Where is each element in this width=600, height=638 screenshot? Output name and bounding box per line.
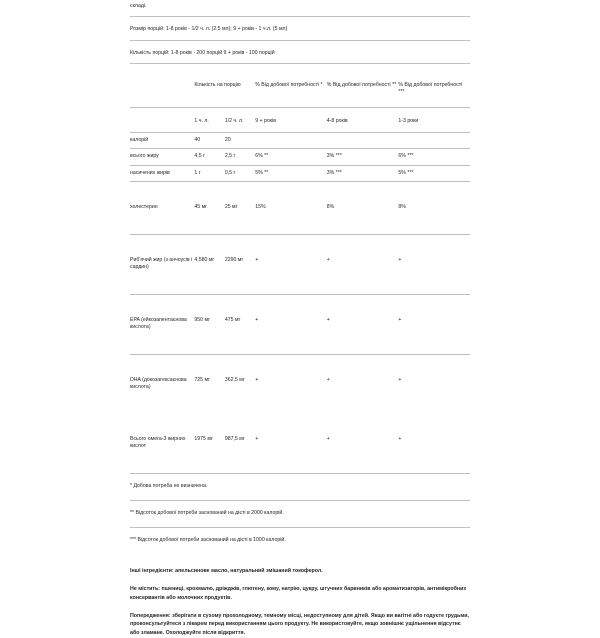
row-value-e: + bbox=[398, 414, 470, 474]
table-row bbox=[130, 414, 470, 474]
row-value-d: + bbox=[327, 414, 399, 474]
row-value-c: + bbox=[255, 376, 259, 383]
row-value-e: + bbox=[398, 376, 402, 383]
row-value-d: 3% *** bbox=[327, 149, 399, 166]
nutrition-table bbox=[130, 64, 470, 474]
row-value-b: 20 bbox=[225, 132, 255, 149]
subheader-age-9plus: 9 + років bbox=[255, 108, 327, 133]
subheader-age-4-8: 4-8 років bbox=[327, 108, 399, 133]
row-value-e bbox=[398, 132, 470, 149]
subheader-blank bbox=[130, 108, 194, 133]
free-from-text: Не містить: пшениці, крохмалю, дріжджів, глютену, кому, натрію, цукру, штучних барвників або ароматизаторів, антимікробних консервантів або молочних продуктів. bbox=[130, 586, 467, 601]
row-value-d: + bbox=[326, 376, 330, 383]
top-fragment-text: складі. bbox=[130, 0, 470, 17]
row-value-c: + bbox=[255, 234, 327, 294]
table-row bbox=[130, 234, 470, 294]
row-value-b: 362,5 мг bbox=[224, 376, 245, 383]
row-value-b: 0,5 г bbox=[225, 165, 255, 182]
header-daily-value-2: % Від добової потребності ** bbox=[327, 64, 399, 108]
servings-count-line: Кількість порцій: 1-8 років - 200 порцій 9 + років - 100 порцій bbox=[130, 49, 470, 64]
row-value-a: 40 bbox=[194, 132, 224, 149]
warnings-block bbox=[130, 567, 470, 637]
row-value-c bbox=[255, 132, 327, 149]
row-label: Всього омега-3 жирних кислот bbox=[130, 414, 194, 474]
row-value-e: 6% *** bbox=[398, 149, 470, 166]
table-row bbox=[130, 354, 470, 414]
footnote-2: ** Відсоток добової потреби заснований на дієті в 2000 калорій. bbox=[130, 501, 470, 528]
subheader-one-tsp: 1 ч. л. bbox=[194, 108, 224, 133]
table-row bbox=[130, 182, 470, 235]
header-daily-value-1: % Від добової потребності * bbox=[255, 64, 327, 108]
row-value-e: 5% *** bbox=[398, 165, 470, 182]
subheader-age-1-3: 1-3 роки bbox=[398, 108, 470, 133]
row-label: Риб'ячий жир (з анчоусів і сардин) bbox=[130, 234, 194, 294]
row-value-a: 4,5 г bbox=[194, 149, 224, 166]
row-value-a: 4,580 мг bbox=[194, 234, 224, 294]
header-blank bbox=[130, 64, 194, 108]
warning-text: Попередження: зберігати в сухому прохолодному, темному місці, недоступному для дітей. Якщо ви вагітні або годуєте грудьми, проконсультуйтеся з лікарем перед використанням цього продукту. Не використовуйте, якщо зовнішнє ущільнення відсутнє або зламане. Охолоджуйте після відкриття. bbox=[130, 612, 469, 636]
row-value-c: 5% ** bbox=[255, 165, 327, 182]
row-value-b: 475 мг bbox=[225, 294, 255, 354]
row-value-a: 1 г bbox=[194, 165, 224, 182]
row-value-a: 1975 мг bbox=[194, 414, 224, 474]
row-value-b: 25 мг bbox=[225, 182, 255, 235]
spacer bbox=[130, 17, 470, 25]
subheader-half-tsp: 1/2 ч. л. bbox=[225, 108, 255, 133]
nutrition-document bbox=[130, 0, 470, 638]
footnote-1: * Добова потреба не визначена. bbox=[130, 474, 470, 501]
row-label: DHA (докозагексаєнова кислота) bbox=[130, 376, 187, 391]
row-label: холестерин bbox=[130, 182, 194, 235]
row-value-e: + bbox=[398, 234, 470, 294]
other-ingredients-text: Інші інгредієнти: апельсинове масло, натуральний змішаний токоферол. bbox=[130, 568, 323, 575]
row-value-d: 3% *** bbox=[327, 165, 399, 182]
row-label: калорій bbox=[130, 132, 194, 149]
row-value-a: 725 мг bbox=[194, 376, 210, 383]
table-row bbox=[130, 165, 470, 182]
table-header-row bbox=[130, 64, 470, 108]
row-value-c: + bbox=[255, 414, 327, 474]
row-value-a: 45 мг bbox=[194, 182, 224, 235]
row-value-c: + bbox=[255, 294, 327, 354]
spacer bbox=[130, 41, 470, 49]
table-row bbox=[130, 132, 470, 149]
table-subheader-row bbox=[130, 108, 470, 133]
row-label: EPA (ейкозапентаєнова кислота) bbox=[130, 294, 194, 354]
footnote-3: *** Відсоток добової потреби заснований на дієті в 1000 калорій. bbox=[130, 536, 286, 543]
row-value-d: + bbox=[327, 234, 399, 294]
table-row bbox=[130, 149, 470, 166]
serving-size-line: Розмір порцій: 1-8 років - 1/2 ч. л. (2,5 мл); 9 + років - 1 ч.л. (5 мл) bbox=[130, 25, 470, 40]
row-value-e: 8% bbox=[398, 182, 470, 235]
row-value-b: 2,5 г bbox=[225, 149, 255, 166]
row-value-d bbox=[327, 132, 399, 149]
row-value-c: 6% ** bbox=[255, 149, 327, 166]
row-value-a: 950 мг bbox=[194, 294, 224, 354]
row-value-c: 15% bbox=[255, 182, 327, 235]
row-value-b: 987,5 мг bbox=[225, 414, 255, 474]
header-daily-value-3: % Від добової потребності *** bbox=[398, 64, 470, 108]
header-amount-per-serving: Кількість на порцію bbox=[194, 64, 255, 108]
row-value-d: 8% bbox=[327, 182, 399, 235]
row-value-b: 2290 мг bbox=[225, 234, 255, 294]
row-label: насичених жирів bbox=[130, 165, 194, 182]
row-label: всього жиру bbox=[130, 149, 194, 166]
row-value-e: + bbox=[398, 294, 470, 354]
table-row bbox=[130, 294, 470, 354]
row-value-d: + bbox=[327, 294, 399, 354]
